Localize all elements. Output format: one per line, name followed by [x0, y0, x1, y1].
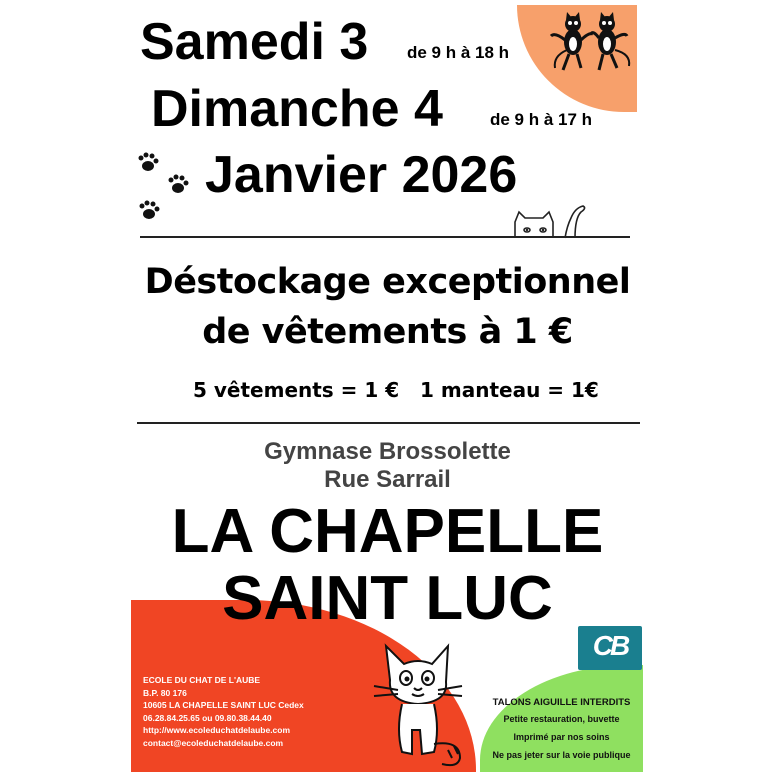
info-printed: Imprimé par nos soins [513, 732, 610, 742]
contact-phone: 06.28.84.25.65 ou 09.80.38.44.40 [143, 712, 272, 723]
contact-block [143, 674, 304, 749]
divider-top [140, 236, 630, 238]
sunday-hours: de 9 h à 17 h [490, 110, 593, 129]
contact-email: contact@ecoleduchatdelaube.com [143, 737, 284, 748]
sale-headline-1: Déstockage exceptionnel [144, 262, 631, 302]
offer-coat: 1 manteau = 1€ [420, 378, 599, 402]
city-line-1: LA CHAPELLE [171, 497, 604, 566]
offer-clothes: 5 vêtements = 1 € [193, 378, 400, 402]
venue-place: Gymnase Brossolette [264, 438, 511, 465]
city-line-2: SAINT LUC [222, 564, 553, 633]
contact-website: http://www.ecoleduchatdelaube.com [143, 725, 291, 735]
info-heels-forbidden: TALONS AIGUILLE INTERDITS [492, 697, 631, 708]
date-line-sunday: Dimanche 4 [151, 80, 443, 138]
info-refreshments: Petite restauration, buvette [503, 714, 620, 724]
paw-print-icon [134, 150, 194, 225]
date-line-saturday: Samedi 3 [140, 13, 369, 71]
sale-headline-2: de vêtements à 1 € [202, 312, 573, 352]
info-no-littering: Ne pas jeter sur la voie publique [492, 750, 631, 760]
divider-middle [137, 422, 640, 424]
contact-org: ECOLE DU CHAT DE L'AUBE [143, 675, 261, 685]
cb-logo-text: CB [592, 630, 628, 661]
sitting-cat-icon [368, 640, 468, 770]
cb-card-logo [578, 626, 642, 670]
saturday-hours: de 9 h à 18 h [407, 43, 510, 62]
dancing-cats-icon [545, 10, 635, 80]
contact-address: 10605 LA CHAPELLE SAINT LUC Cedex [143, 700, 304, 710]
peeking-cat-icon [505, 198, 590, 240]
info-block [480, 695, 643, 764]
contact-po-box: B.P. 80 176 [143, 687, 187, 698]
venue-street: Rue Sarrail [324, 466, 451, 493]
date-line-month: Janvier 2026 [205, 146, 518, 204]
